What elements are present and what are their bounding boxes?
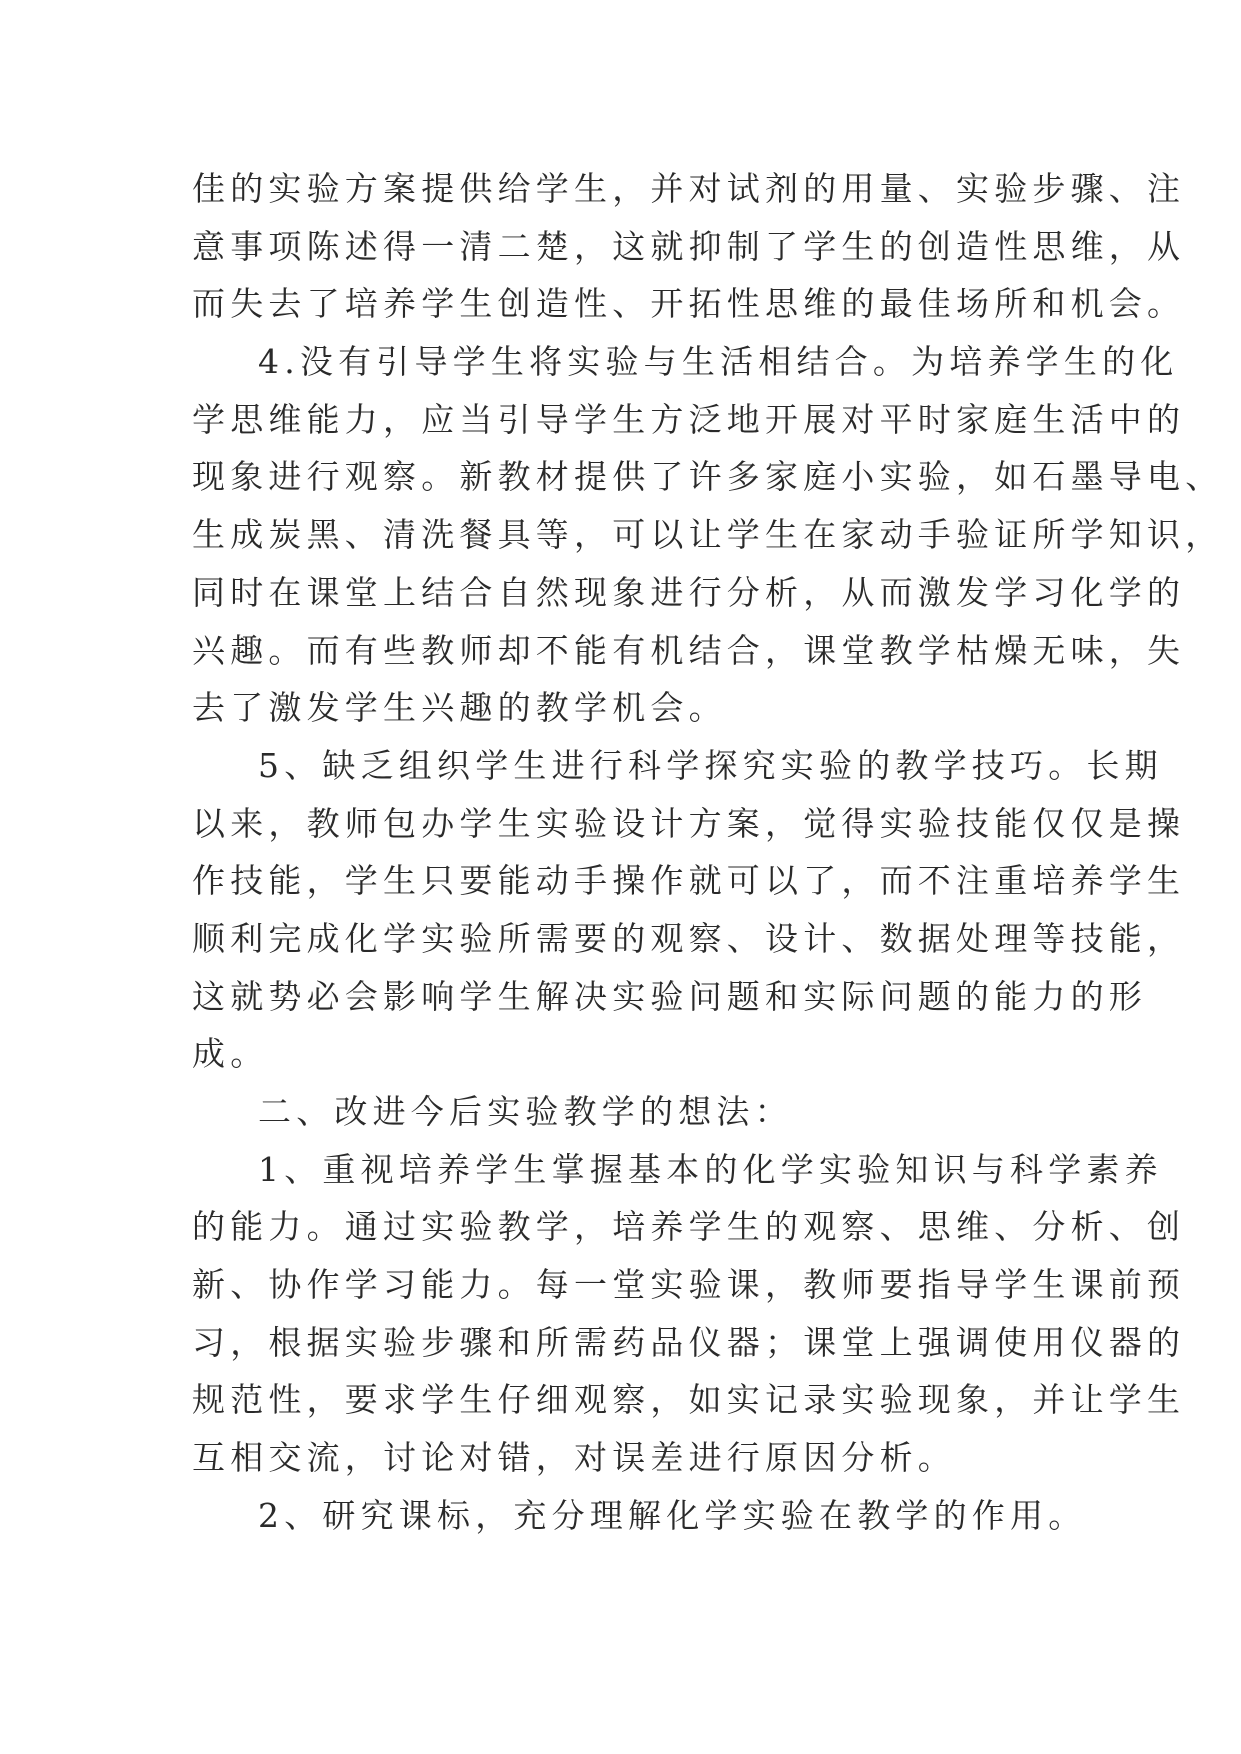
text-line: 的能力。通过实验教学，培养学生的观察、思维、分析、创: [192, 1207, 1186, 1247]
text-line: 去了激发学生兴趣的教学机会。: [192, 688, 727, 728]
text-line: 这就势必会影响学生解决实验问题和实际问题的能力的形: [192, 976, 1147, 1016]
text-line: 成。: [192, 1034, 269, 1074]
section-heading: 二、改进今后实验教学的想法：: [258, 1092, 793, 1131]
text-line: 顺利完成化学实验所需要的观察、设计、数据处理等技能，: [192, 918, 1186, 958]
text-line: 而失去了培养学生创造性、开拓性思维的最佳场所和机会。: [192, 284, 1186, 324]
body-text: [192, 160, 1224, 1545]
text-line: 意事项陈述得一清二楚，这就抑制了学生的创造性思维，从: [192, 226, 1186, 266]
text-line: 现象进行观察。新教材提供了许多家庭小实验，如石墨导电、: [192, 457, 1224, 497]
text-line: 规范性，要求学生仔细观察，如实记录实验现象，并让学生: [192, 1380, 1186, 1420]
text-line: 习，根据实验步骤和所需药品仪器；课堂上强调使用仪器的: [192, 1322, 1186, 1362]
text-line: 同时在课堂上结合自然现象进行分析，从而激发学习化学的: [192, 572, 1186, 612]
text-line: 学思维能力，应当引导学生方泛地开展对平时家庭生活中的: [192, 399, 1186, 439]
text-line: 4.没有引导学生将实验与生活相结合。为培养学生的化: [258, 342, 1179, 382]
text-line: 作技能，学生只要能动手操作就可以了，而不注重培养学生: [192, 861, 1186, 901]
text-line: 互相交流，讨论对错，对误差进行原因分析。: [192, 1438, 956, 1478]
text-line: 1、重视培养学生掌握基本的化学实验知识与科学素养: [258, 1149, 1163, 1189]
text-line: 以来，教师包办学生实验设计方案，觉得实验技能仅仅是操: [192, 803, 1186, 843]
text-line: 2、研究课标，充分理解化学实验在教学的作用。: [258, 1495, 1087, 1535]
text-line: 生成炭黑、清洗餐具等，可以让学生在家动手验证所学知识，: [192, 515, 1224, 555]
text-line: 佳的实验方案提供给学生，并对试剂的用量、实验步骤、注: [192, 169, 1186, 208]
text-line: 兴趣。而有些教师却不能有机结合，课堂教学枯燥无味，失: [192, 630, 1186, 670]
text-line: 5、缺乏组织学生进行科学探究实验的教学技巧。长期: [258, 745, 1163, 785]
text-line: 新、协作学习能力。每一堂实验课，教师要指导学生课前预: [192, 1265, 1186, 1305]
